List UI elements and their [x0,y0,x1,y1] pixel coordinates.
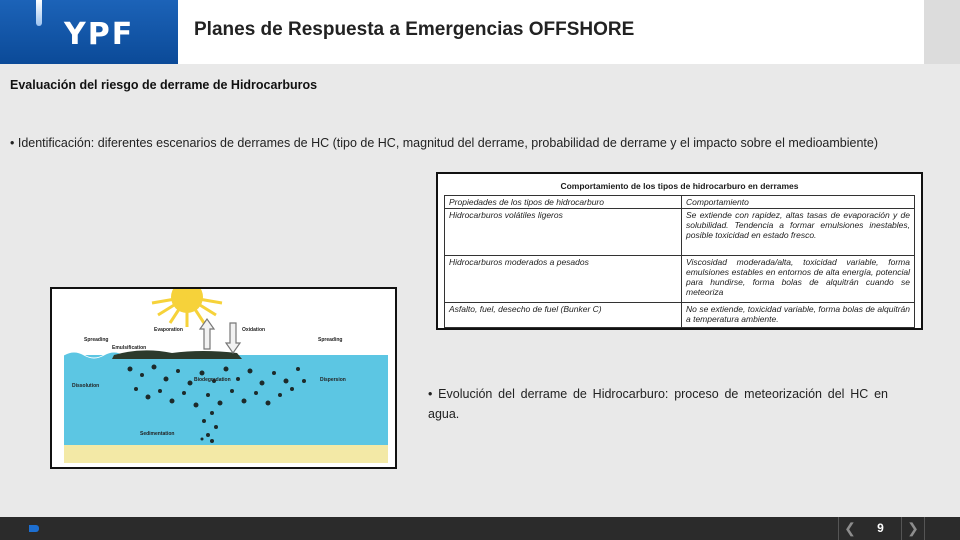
table-cell: Se extiende con rapidez, altas tasas de evaporación y de solubilidad. Tendencia a formar emulsiones inestables, posible toxicidad en estado fresco. [682,209,915,256]
table-cell: Asfalto, fuel, desecho de fuel (Bunker C) [445,303,682,328]
label-emulsification: Emulsification [112,345,147,351]
oil-behavior-table-frame [436,172,923,330]
oil-weathering-diagram [50,287,397,469]
chevron-right-icon[interactable]: ❯ [901,517,925,540]
table-cell: Hidrocarburos moderados a pesados [445,256,682,303]
label-sedimentation: Sedimentation [140,431,175,437]
logo-text: YPF [64,17,135,52]
label-dissolution: Dissolution [72,383,100,389]
label-oxidation: Oxidation [242,327,266,333]
bullet-identificacion: • Identificación: diferentes escenarios de derrames de HC (tipo de HC, magnitud del derrame, probabilidad de derrame y el impacto sobre el medioambiente) [10,136,879,150]
label-spreading-right: Spreading [318,337,343,343]
footer-marker-icon [29,525,39,532]
logo-flame-icon [36,0,42,26]
footer-bar [0,517,960,540]
table-row [445,209,915,256]
page-number: 9 [877,521,884,535]
header-side-panel [924,0,960,64]
weathering-illustration [52,289,395,467]
chevron-left-icon[interactable]: ❮ [838,517,861,540]
table-cell: Hidrocarburos volátiles ligeros [445,209,682,256]
seabed-sand [64,445,388,463]
table-caption: Comportamiento de los tipos de hidrocarburo en derrames [560,181,799,191]
table-header-row [445,196,915,209]
table-header-cell: Comportamiento [682,196,915,209]
label-spreading-left: Spreading [84,337,109,343]
ypf-logo [0,0,178,64]
page-title: Planes de Respuesta a Emergencias OFFSHORE [194,19,635,40]
label-evaporation: Evaporation [154,327,183,333]
oil-behavior-table [444,178,915,328]
section-heading: Evaluación del riesgo de derrame de Hidrocarburos [10,78,318,92]
table-row [445,303,915,328]
bullet-evolucion: • Evolución del derrame de Hidrocarburo: proceso de meteorización del HC en agua. [428,387,888,421]
table-cell: No se extiende, toxicidad variable, forma bolas de alquitrán a temperatura ambiente. [682,303,915,328]
table-header-cell: Propiedades de los tipos de hidrocarburo [445,196,682,209]
label-dispersion: Dispersion [320,377,346,383]
table-cell: Viscosidad moderada/alta, toxicidad variable, forma emulsiones estables en entornos de alta energía, potencial para hundirse, forma bolas de alquitrán cuando se meteoriza [682,256,915,303]
label-biodegradation: Biodegradation [194,377,231,383]
table-row [445,256,915,303]
